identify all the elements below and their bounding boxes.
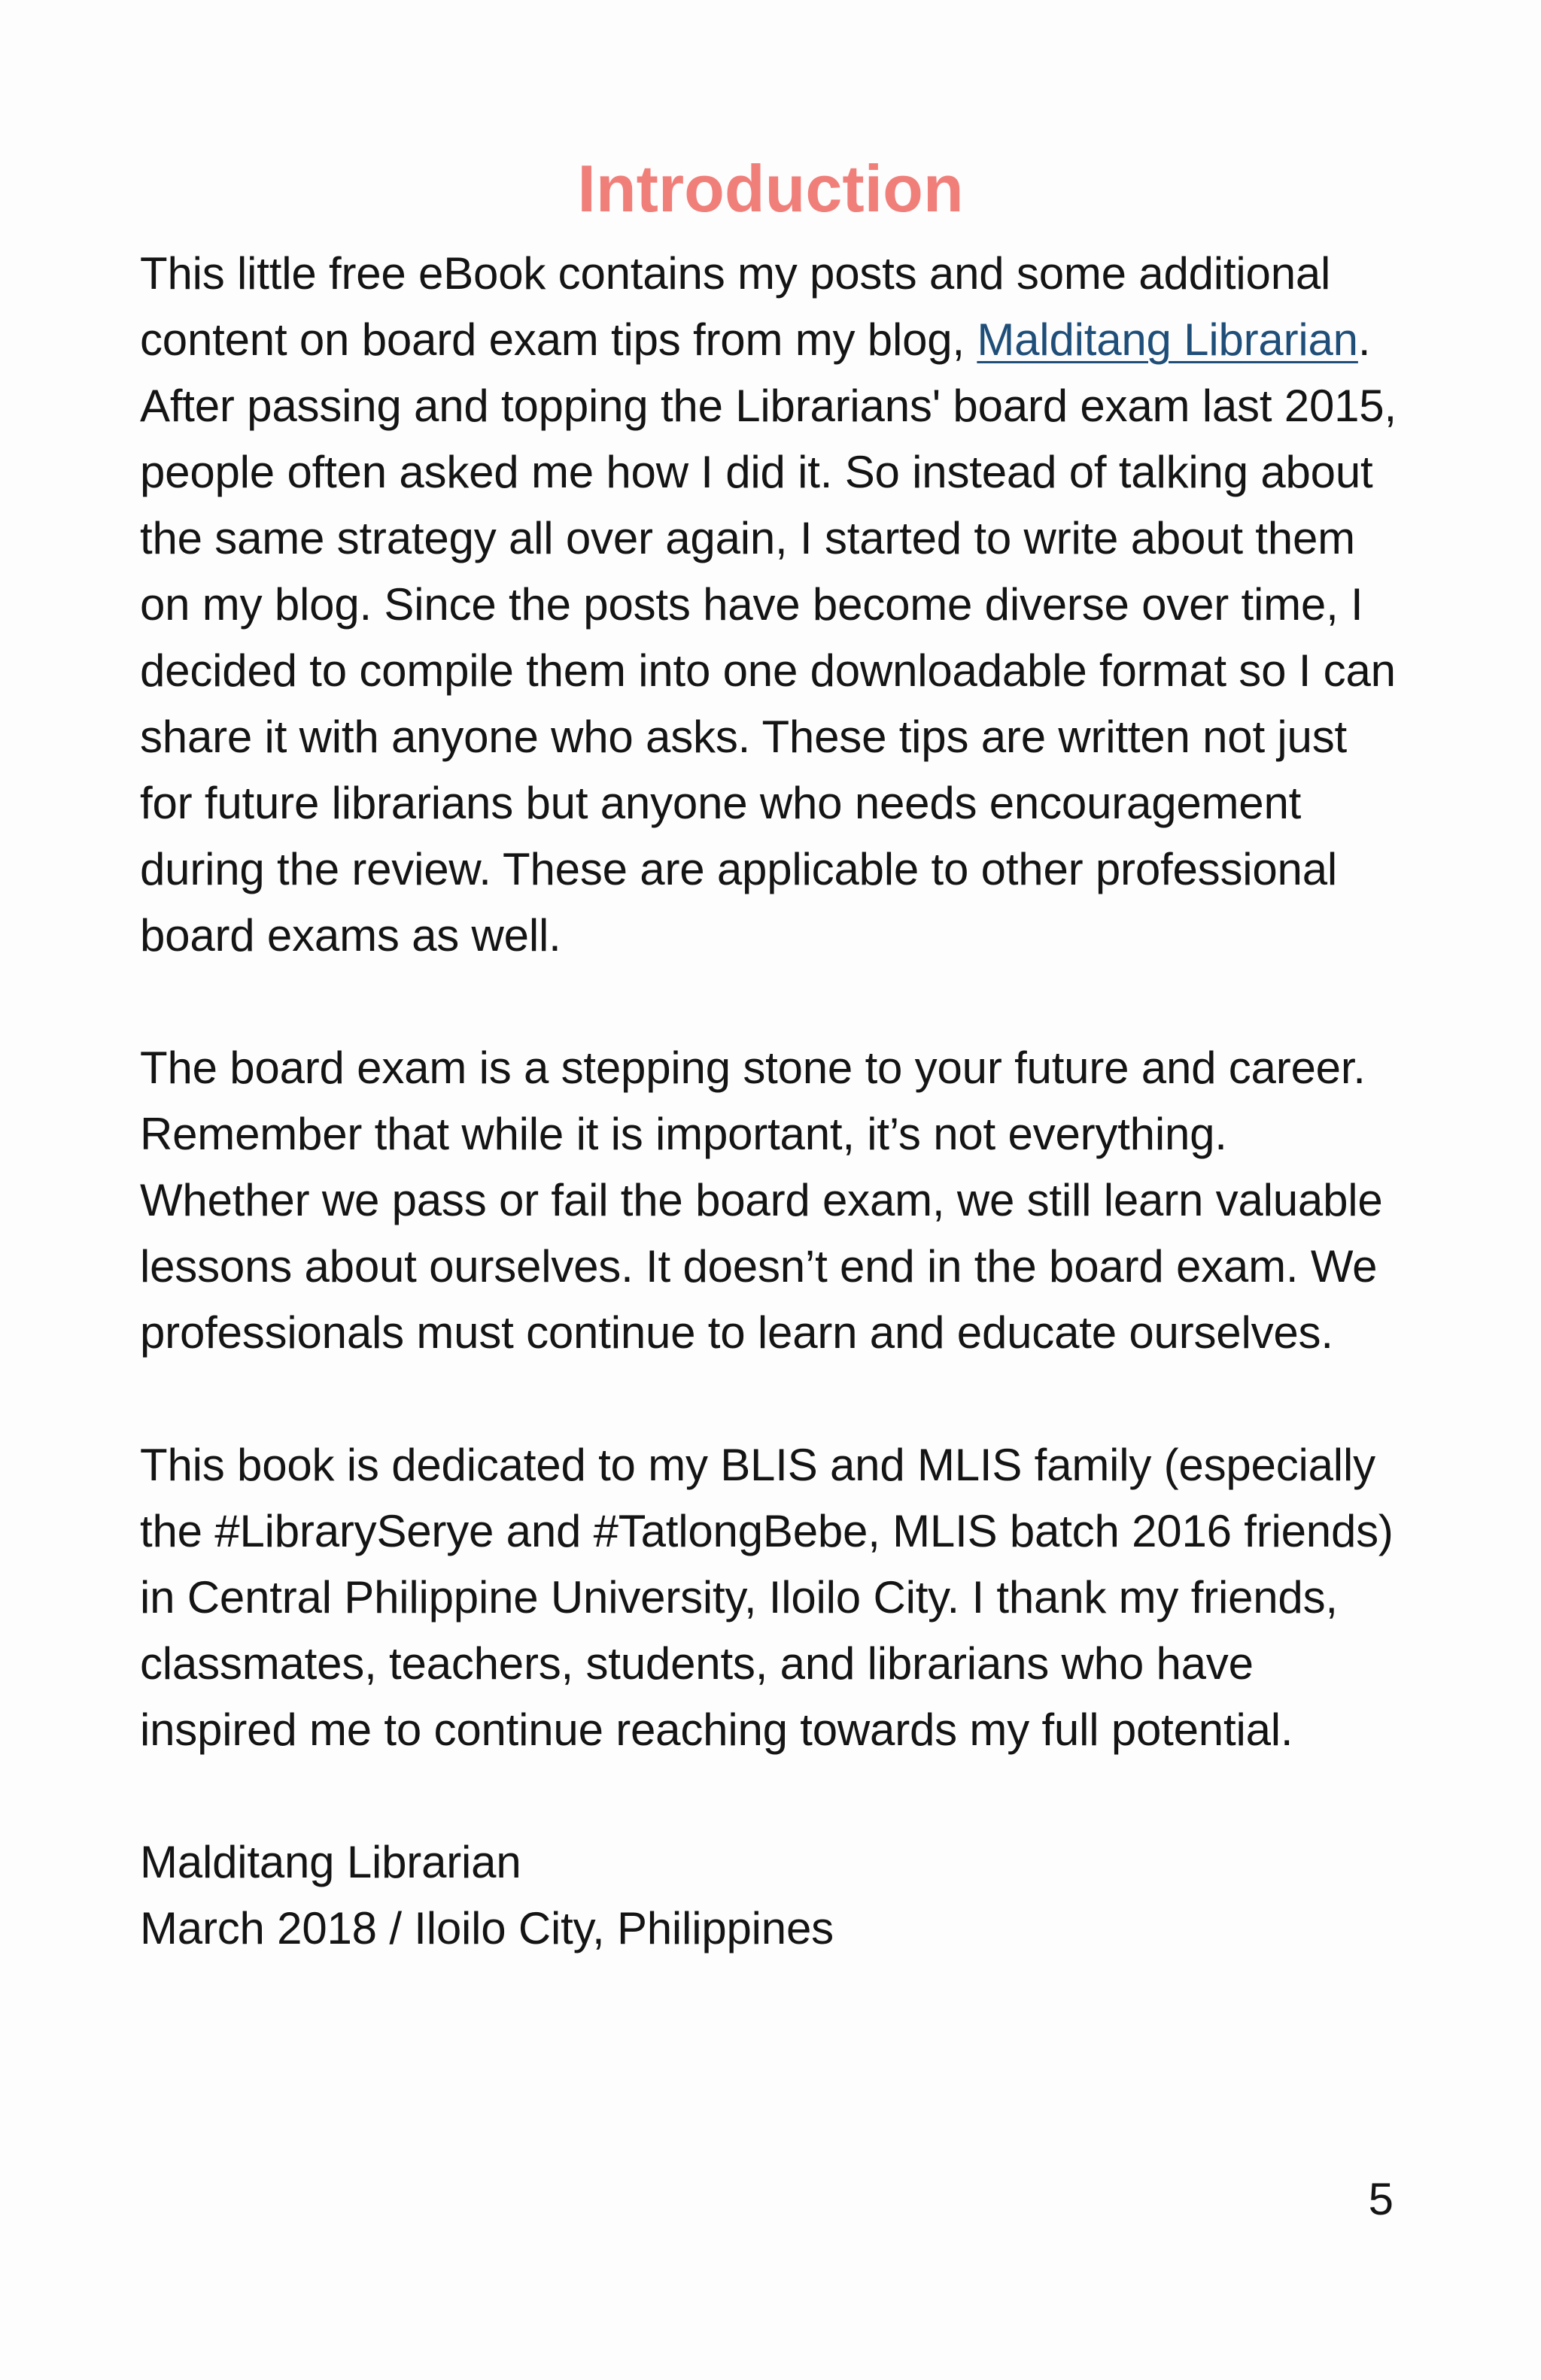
signoff-date-place: March 2018 / Iloilo City, Philippines — [140, 1903, 834, 1953]
page-number: 5 — [1368, 2174, 1394, 2224]
board-exam-paragraph: The board exam is a stepping stone to your future and career. Remember that while it is important, it’s not everything. Whether we pass or fail the board exam, we still learn valuable lessons about ourselves. It doesn’t end in the board exam. We professionals must continue to learn and educate ourselves. — [140, 1043, 1383, 1358]
intro-text-after-link: . After passing and topping the Librarians' board exam last 2015, people often asked me how I did it. So instead of talking about the same strategy all over again, I started to write about them on my blog. Since the posts have become diverse over time, I decided to compile them into one downloadable format so I can share it with anyone who asks. These tips are written not just for future librarians but anyone who needs encouragement during the review. These are applicable to other professional board exams as well. — [140, 314, 1397, 961]
signoff-name: Malditang Librarian — [140, 1837, 521, 1887]
intro-text-before-link: This little free eBook contains my posts and some additional content on board exam tips from my blog, — [140, 248, 1331, 365]
signoff-block — [140, 1829, 1404, 1962]
page-title: Introduction — [577, 151, 964, 226]
dedication-paragraph: This book is dedicated to my BLIS and MLIS family (especially the #LibrarySerye and #TatlongBebe, MLIS batch 2016 friends) in Central Philippine University, Iloilo City. I thank my friends, classmates, teachers, students, and librarians who have inspired me to continue reaching towards my full potential. — [140, 1440, 1394, 1755]
intro-paragraph — [140, 241, 1404, 969]
blog-link[interactable]: Malditang Librarian — [977, 314, 1358, 365]
body-content — [140, 241, 1404, 1962]
